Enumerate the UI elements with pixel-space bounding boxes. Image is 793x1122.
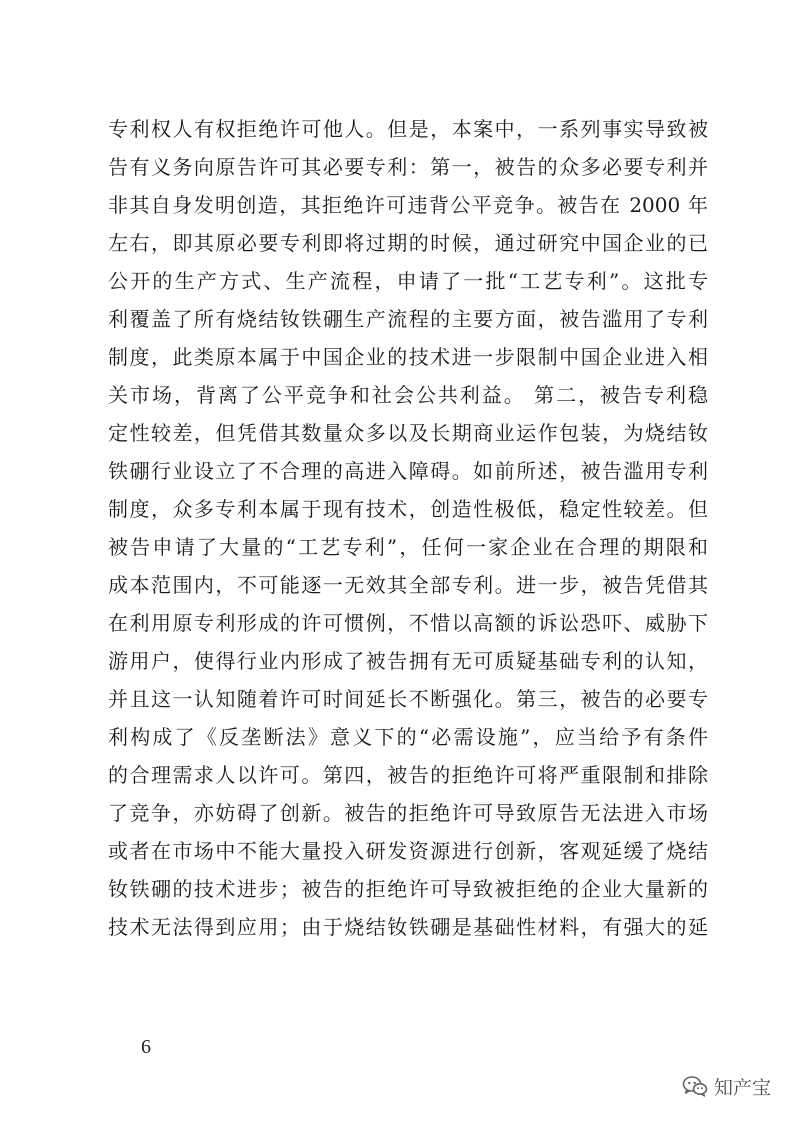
- text-line: 游用户，使得行业内形成了被告拥有无可质疑基础专利的认知，: [108, 649, 708, 673]
- text-line: 左右，即其原必要专利即将过期的时候，通过研究中国企业的已: [108, 231, 708, 255]
- watermark-text: 知产宝: [714, 1076, 772, 1099]
- text-line: 制度，此类原本属于中国企业的技术进一步限制中国企业进入相: [108, 345, 708, 369]
- text-line: 定性较差，但凭借其数量众多以及长期商业运作包装，为烧结钕: [108, 421, 708, 445]
- page-number: 6: [141, 1036, 151, 1058]
- text-line: 并且这一认知随着许可时间延长不断强化。第三，被告的必要专: [108, 687, 708, 711]
- text-line: 了竞争，亦妨碍了创新。被告的拒绝许可导致原告无法进入市场: [108, 801, 708, 825]
- text-line: 技术无法得到应用；由于烧结钕铁硼是基础性材料，有强大的延: [108, 915, 708, 939]
- text-line: 关市场，背离了公平竞争和社会公共利益。 第二，被告专利稳: [108, 383, 708, 407]
- text-line: 告有义务向原告许可其必要专利：第一，被告的众多必要专利并: [108, 155, 708, 179]
- text-line: 非其自身发明创造，其拒绝许可违背公平竞争。被告在 2000 年: [108, 193, 708, 217]
- text-line: 利构成了《反垄断法》意义下的“必需设施”，应当给予有条件: [108, 725, 708, 749]
- text-line: 专利权人有权拒绝许可他人。但是，本案中，一系列事实导致被: [108, 117, 708, 141]
- text-line: 被告申请了大量的“工艺专利”，任何一家企业在合理的期限和: [108, 535, 708, 559]
- text-line: 成本范围内，不可能逐一无效其全部专利。进一步，被告凭借其: [108, 573, 708, 597]
- text-line: 的合理需求人以许可。第四，被告的拒绝许可将严重限制和排除: [108, 763, 708, 787]
- watermark: [682, 1071, 771, 1101]
- text-line: 在利用原专利形成的许可惯例，不惜以高额的诉讼恐吓、威胁下: [108, 611, 708, 635]
- text-line: 制度，众多专利本属于现有技术，创造性极低，稳定性较差。但: [108, 497, 708, 521]
- wechat-icon: [682, 1075, 708, 1097]
- text-line: 利覆盖了所有烧结钕铁硼生产流程的主要方面，被告滥用了专利: [108, 307, 708, 331]
- text-line: 公开的生产方式、生产流程，申请了一批“工艺专利”。这批专: [108, 269, 708, 293]
- text-line: 或者在市场中不能大量投入研发资源进行创新，客观延缓了烧结: [108, 839, 708, 863]
- text-line: 铁硼行业设立了不合理的高进入障碍。如前所述，被告滥用专利: [108, 459, 708, 483]
- text-line: 钕铁硼的技术进步；被告的拒绝许可导致被拒绝的企业大量新的: [108, 877, 708, 901]
- body-text: [108, 110, 708, 946]
